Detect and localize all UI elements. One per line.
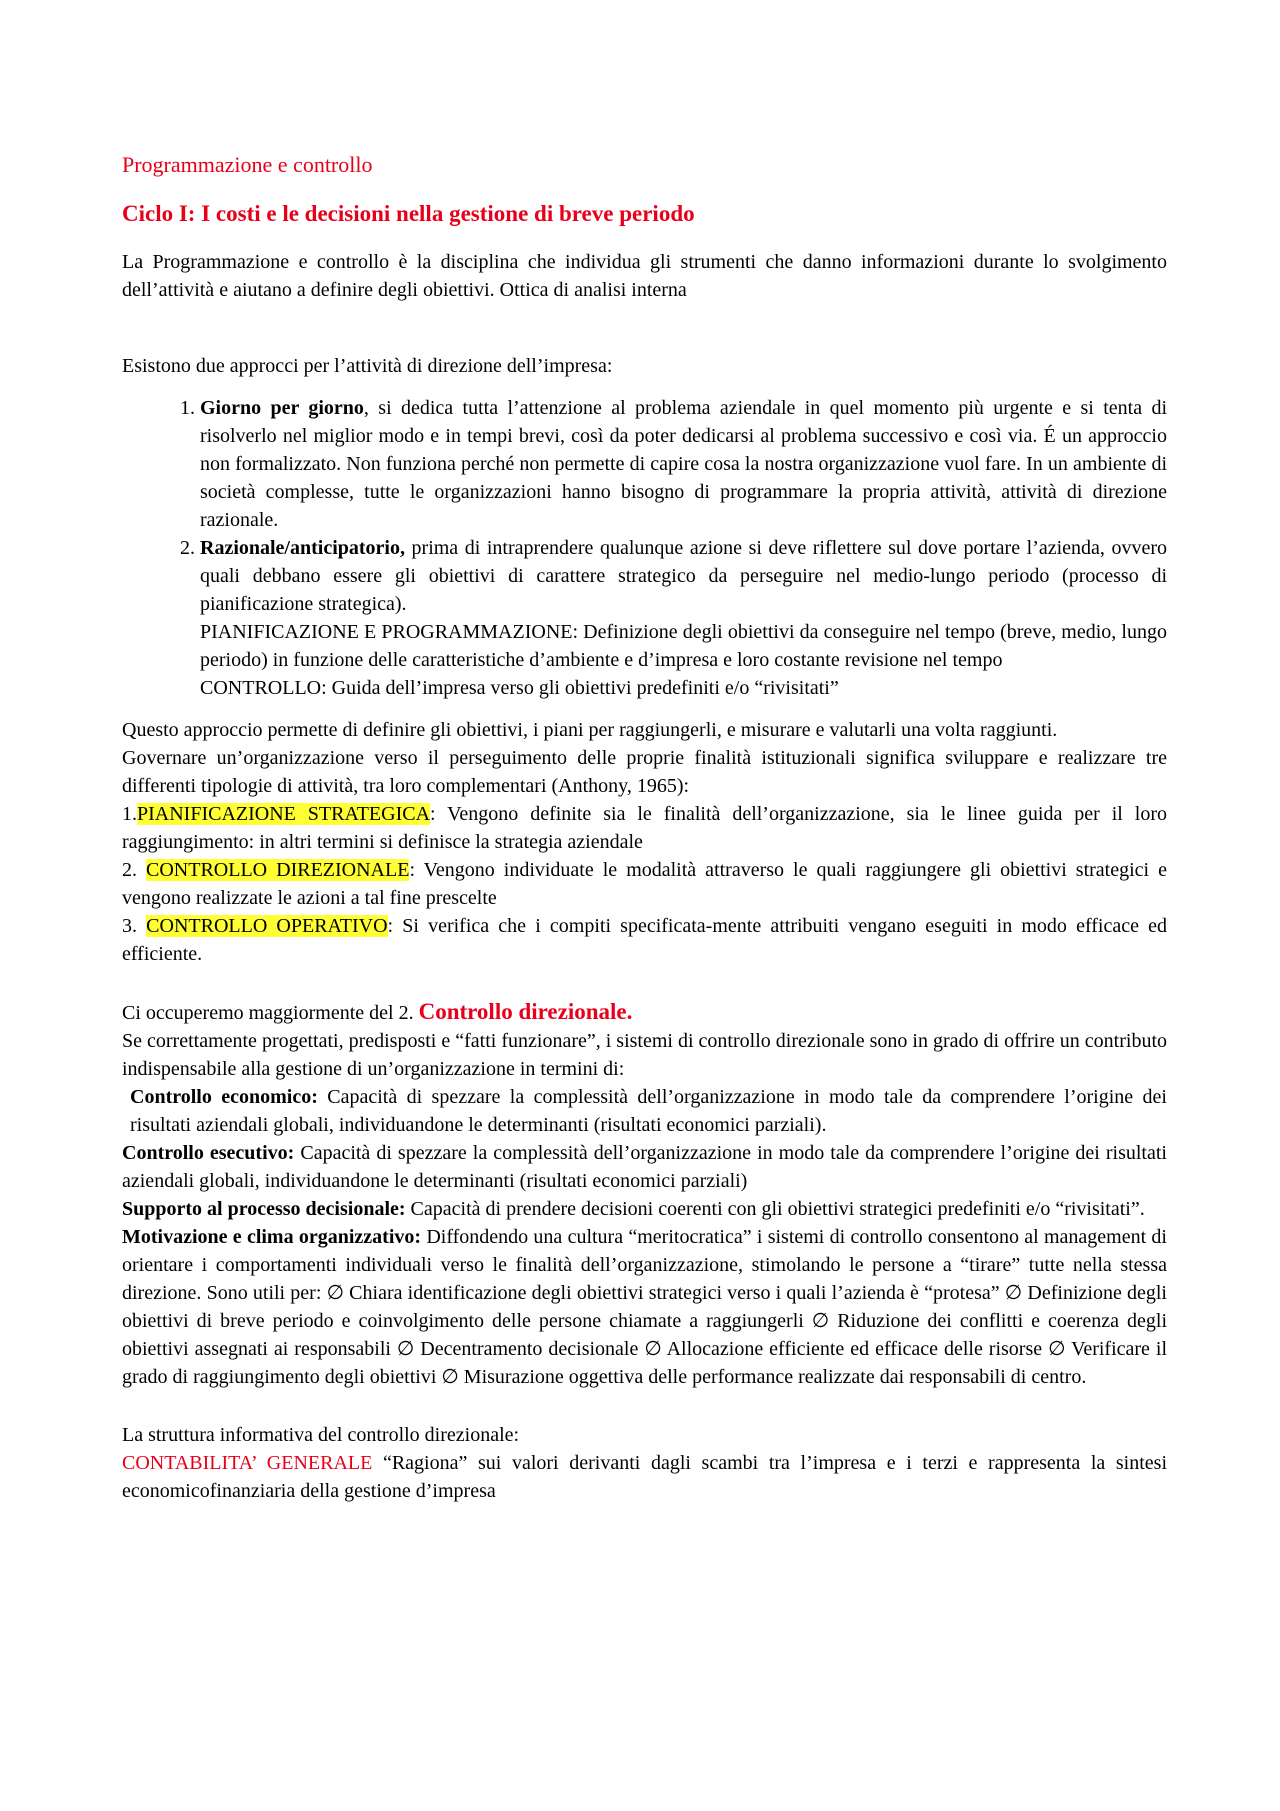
approach-2-title: Razionale/anticipatorio, — [200, 537, 405, 559]
list-item — [200, 394, 1167, 534]
activity-1 — [122, 800, 1167, 856]
activity-number: 3. — [122, 915, 147, 937]
activity-3-text: : Si verifica che i compiti specificata-mente attribuiti vengano eseguiti in modo efficace ed efficiente. — [122, 915, 1168, 965]
contabilita-text: “Ragiona” sui valori derivanti dagli scambi tra l’impresa e i terzi e rappresenta la sintesi economicofinanziaria della gestione d’impresa — [122, 1452, 1167, 1502]
pianificazione-definition: PIANIFICAZIONE E PROGRAMMAZIONE: Definizione degli obiettivi da conseguire nel tempo (breve, medio, lungo periodo) in funzione delle caratteristiche d’ambiente e d’impresa e loro costante revisione nel tempo — [200, 621, 1167, 671]
contabilita-label: CONTABILITA’ GENERALE — [122, 1452, 373, 1474]
course-title: Programmazione e controllo — [122, 152, 373, 177]
approach-2-text: prima di intraprendere qualunque azione si deve riflettere sul dove portare l’azienda, ovvero quali debbano essere gli obiettivi di carattere strategico da perseguire nel medio-lungo periodo (processo di pianificazione strategica). — [200, 537, 1167, 615]
point-title: Motivazione e clima organizzativo: — [122, 1226, 422, 1248]
point-supporto-decisionale — [122, 1195, 1167, 1223]
activity-number: 2. — [122, 859, 147, 881]
point-text: Capacità di prendere decisioni coerenti con gli obiettivi strategici predefiniti e/o “rivisitati”. — [405, 1198, 1145, 1220]
approaches-list — [122, 394, 1167, 702]
approach-1-text: , si dedica tutta l’attenzione al problema aziendale in quel momento più urgente e si tenta di risolverlo nel miglior modo e in tempi brevi, così da poter dedicarsi al problema successivo e così via. É un approccio non formalizzato. Non funziona perché non permette di capire cosa la nostra organizzazione vuol fare. In un ambiente di società complesse, tutte le organizzazioni hanno bisogno di programmare la propria attività, attività di direzione razionale. — [200, 397, 1167, 531]
controllo-definition: CONTROLLO: Guida dell’impresa verso gli obiettivi predefiniti e/o “rivisitati” — [200, 677, 839, 699]
point-title: Supporto al processo decisionale: — [122, 1198, 406, 1220]
approach-1-title: Giorno per giorno — [200, 397, 364, 419]
point-text: Capacità di spezzare la complessità dell’organizzazione in modo tale da comprendere l’origine dei risultati aziendali globali, individuandone le determinanti (risultati economici parziali) — [122, 1142, 1167, 1192]
point-text: Diffondendo una cultura “meritocratica” i sistemi di controllo consentono al management di orientare i comportamenti individuali verso le finalità dell’organizzazione, stimolando le persone a “tirare” tutte nella stessa direzione. Sono utili per: ∅ Chiara identificazione degli obiettivi strategici verso i quali l’azienda è “protesa” ∅ Definizione degli obiettivi di breve periodo e coinvolgimento delle persone chiamate a raggiungerli ∅ Riduzione dei conflitti e coerenza degli obiettivi assegnati ai responsabili ∅ Decentramento decisionale ∅ Allocazione efficiente ed efficace delle risorse ∅ Verificare il grado di raggiungimento degli obiettivi ∅ Misurazione oggettiva delle performance realizzate dai responsabili di centro. — [122, 1226, 1167, 1388]
point-controllo-economico — [122, 1083, 1167, 1139]
approaches-lead: Esistono due approcci per l’attività di direzione dell’impresa: — [122, 355, 613, 377]
direzionale-lead — [122, 998, 1167, 1027]
activity-2-text: : Vengono individuate le modalità attraverso le quali raggiungere gli obiettivi strategici e vengono realizzate le azioni a tal fine prescelte — [122, 859, 1167, 909]
intro-paragraph: La Programmazione e controllo è la disciplina che individua gli strumenti che danno informazioni durante lo svolgimento dell’attività e aiutano a definire degli obiettivi. Ottica di analisi interna — [122, 251, 1167, 301]
direzionale-intro: Se correttamente progettati, predisposti e “fatti funzionare”, i sistemi di controllo direzionale sono in grado di offrire un contributo indispensabile alla gestione di un’organizzazione in termini di: — [122, 1030, 1167, 1080]
activity-1-label: PIANIFICAZIONE STRATEGICA — [137, 803, 431, 825]
activity-number: 1. — [122, 803, 137, 825]
activity-3 — [122, 912, 1167, 968]
activity-1-text: : Vengono definite sia le finalità dell’organizzazione, sia le linee guida per il loro raggiungimento: in altri termini si definisce la strategia aziendale — [122, 803, 1167, 853]
document-body — [122, 150, 1167, 1505]
point-title: Controllo economico: — [130, 1086, 318, 1108]
direzionale-lead-text: Ci occuperemo maggiormente del 2. — [122, 1002, 419, 1024]
point-motivazione-clima — [122, 1223, 1167, 1391]
activity-3-label: CONTROLLO OPERATIVO — [146, 915, 388, 937]
activity-2-label: CONTROLLO DIREZIONALE — [146, 859, 410, 881]
direzionale-title: Controllo direzionale. — [418, 999, 633, 1024]
point-controllo-esecutivo — [122, 1139, 1167, 1195]
summary-paragraph-1: Questo approccio permette di definire gli obiettivi, i piani per raggiungerli, e misurare e valutarli una volta raggiunti. — [122, 719, 1058, 741]
point-text: Capacità di spezzare la complessità dell’organizzazione in modo tale da comprendere l’origine dei risultati aziendali globali, individuandone le determinanti (risultati economici parziali). — [130, 1086, 1167, 1136]
chapter-title: Ciclo I: I costi e le decisioni nella gestione di breve periodo — [122, 201, 695, 226]
struttura-lead: La struttura informativa del controllo direzionale: — [122, 1424, 520, 1446]
activity-2 — [122, 856, 1167, 912]
summary-paragraph-2: Governare un’organizzazione verso il perseguimento delle proprie finalità istituzionali significa sviluppare e realizzare tre differenti tipologie di attività, tra loro complementari (Anthony, 1965): — [122, 747, 1167, 797]
struttura-contabilita — [122, 1449, 1167, 1505]
list-item — [200, 534, 1167, 702]
point-title: Controllo esecutivo: — [122, 1142, 295, 1164]
